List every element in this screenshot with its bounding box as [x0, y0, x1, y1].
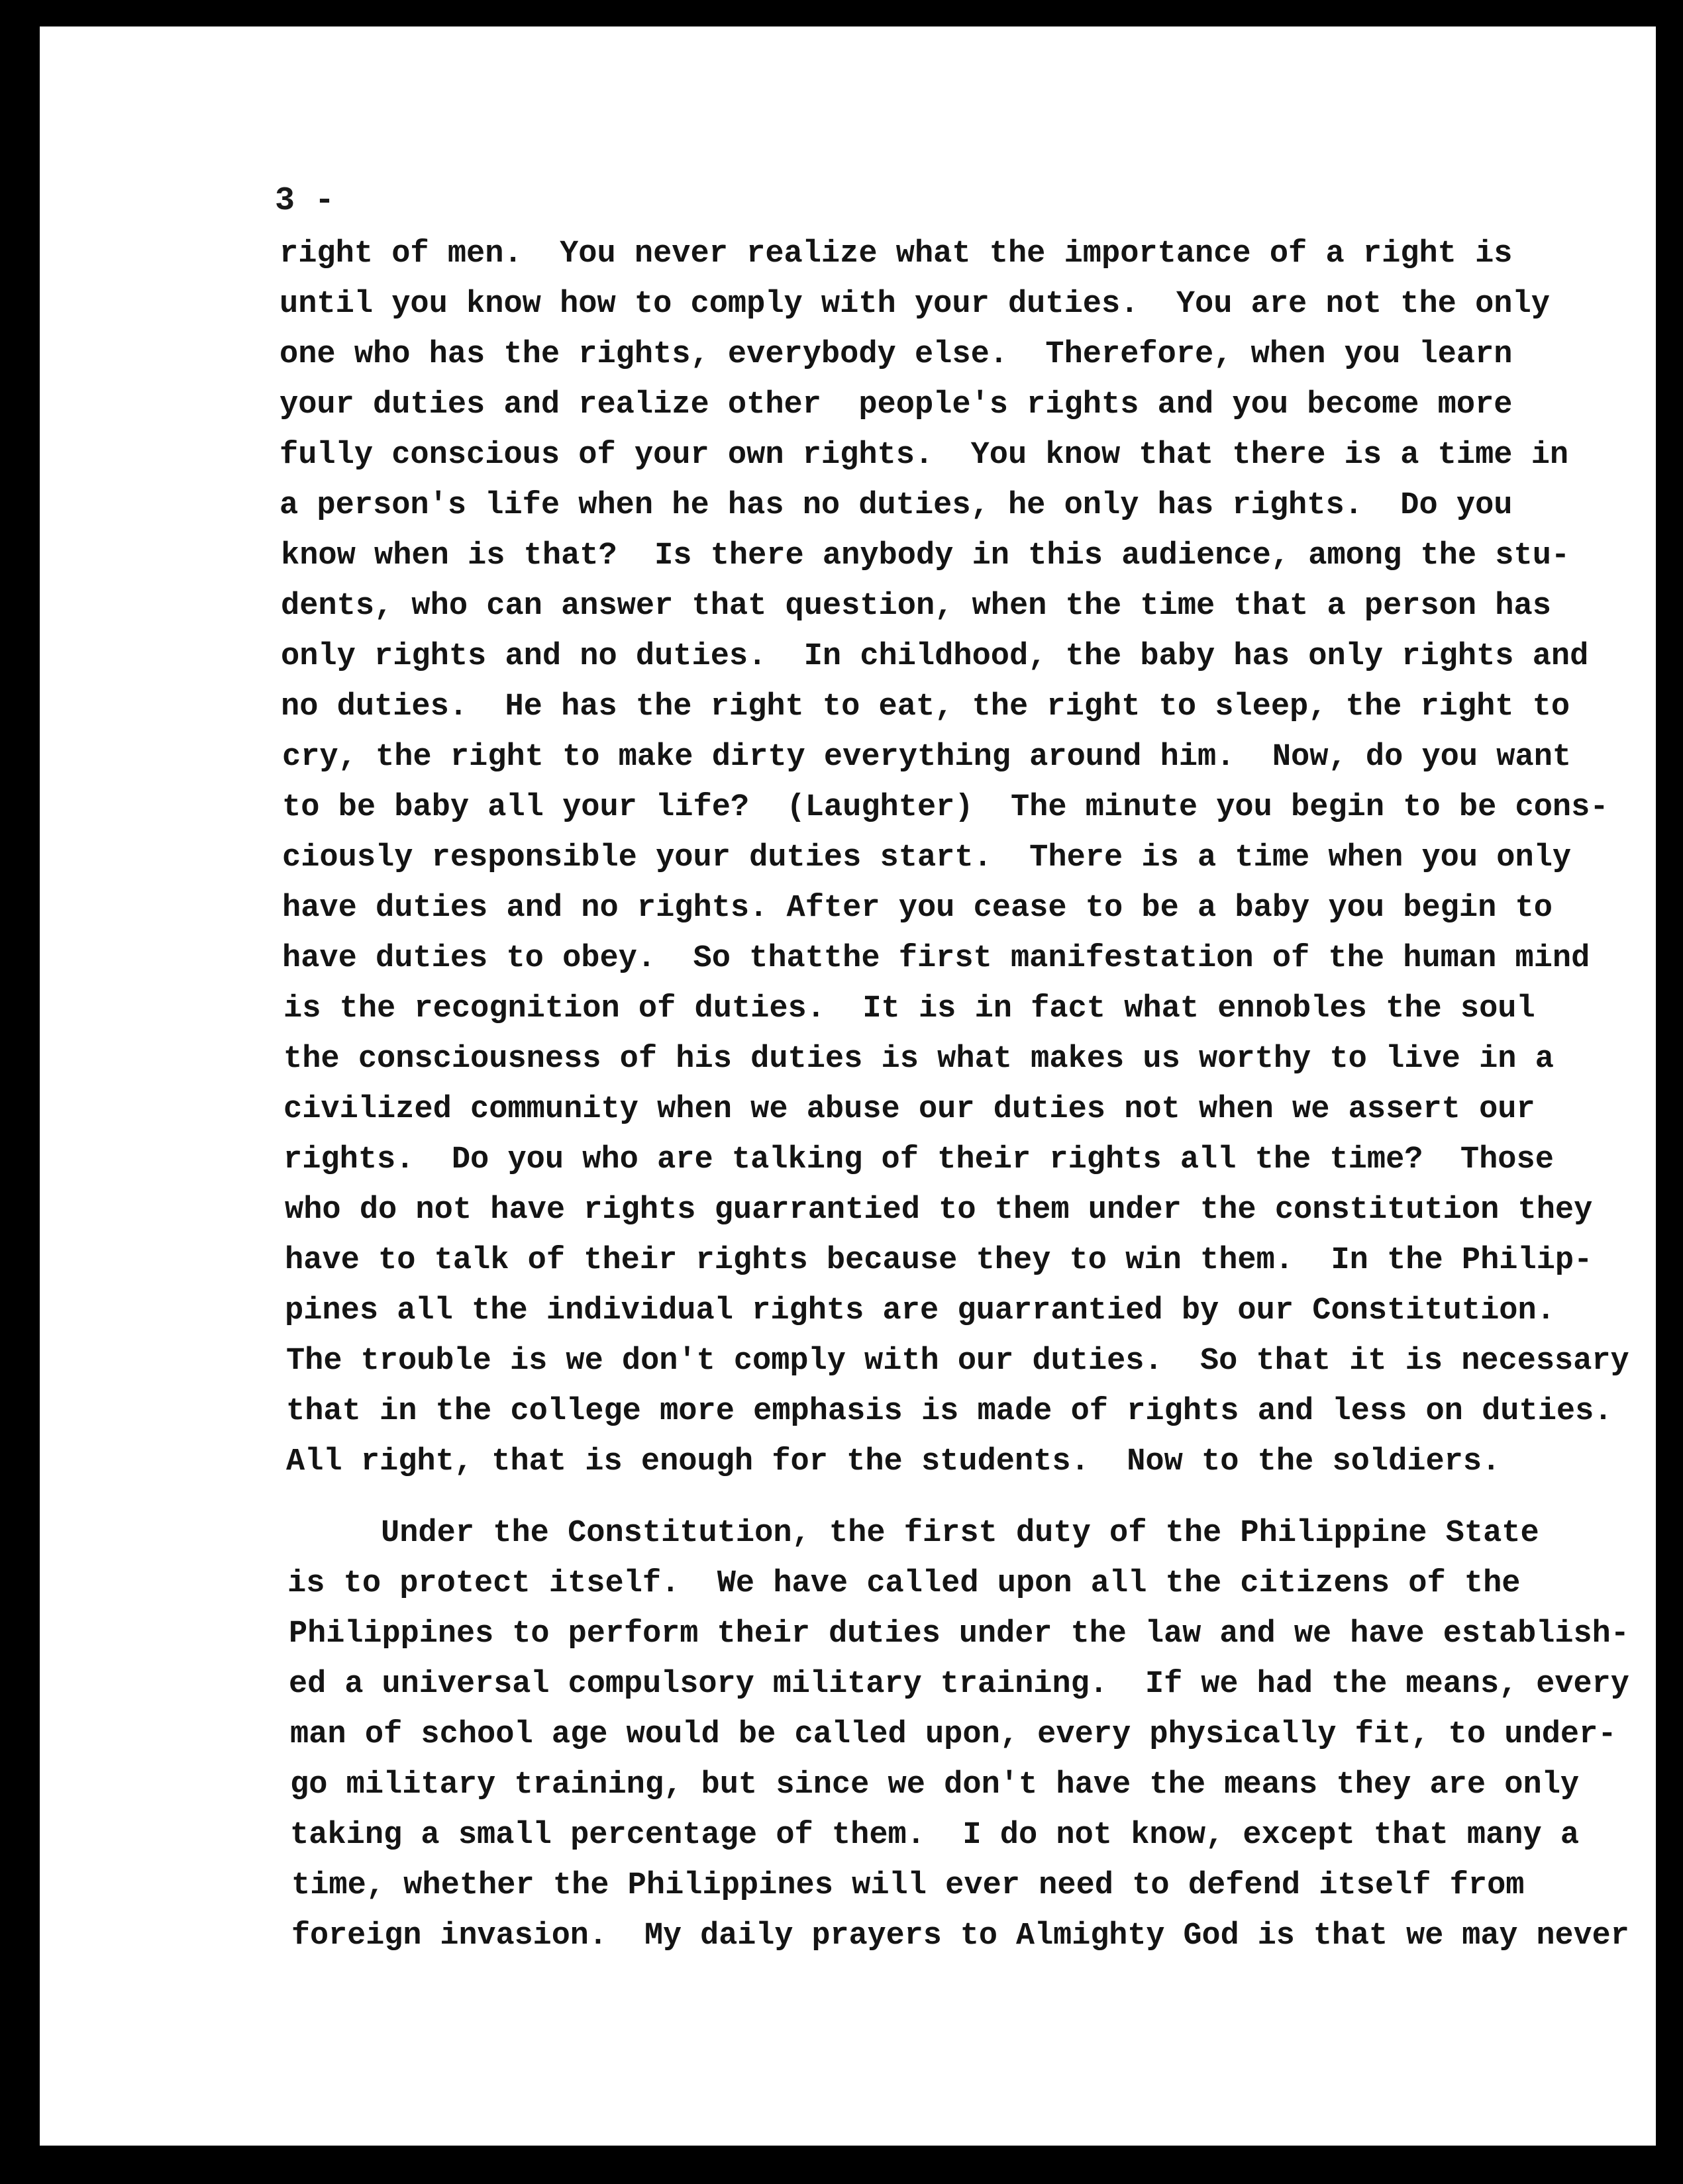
text-line: foreign invasion. My daily prayers to Almighty God is that we may never: [291, 1918, 1629, 1954]
text-line: who do not have rights guarrantied to them under the constitution they: [285, 1193, 1593, 1228]
text-line: have to talk of their rights because they to win them. In the Philip-: [285, 1243, 1593, 1278]
text-line: fully conscious of your own rights. You know that there is a time in: [280, 438, 1569, 473]
text-line: is to protect itself. We have called upon all the citizens of the: [287, 1566, 1521, 1601]
text-line: a person's life when he has no duties, he only has rights. Do you: [280, 488, 1513, 523]
text-line: to be baby all your life? (Laughter) The minute you begin to be cons-: [282, 790, 1609, 825]
text-line: have duties to obey. So thatthe first manifestation of the human mind: [282, 941, 1590, 976]
page-number: 3 -: [275, 182, 335, 220]
text-line: man of school age would be called upon, every physically fit, to under-: [290, 1717, 1617, 1752]
text-line: right of men. You never realize what the importance of a right is: [280, 236, 1513, 272]
text-line: the consciousness of his duties is what makes us worthy to live in a: [283, 1042, 1554, 1077]
text-line: until you know how to comply with your duties. You are not the only: [280, 287, 1550, 322]
text-line: Philippines to perform their duties under the law and we have establish-: [289, 1616, 1629, 1652]
text-line: Under the Constitution, the first duty of the Philippine State: [287, 1516, 1539, 1551]
text-line: dents, who can answer that question, when the time that a person has: [281, 589, 1551, 624]
text-line: one who has the rights, everybody else. Therefore, when you learn: [280, 337, 1513, 372]
text-line: know when is that? Is there anybody in this audience, among the stu-: [281, 538, 1570, 573]
text-line: is the recognition of duties. It is in fact what ennobles the soul: [283, 991, 1535, 1026]
text-line: that in the college more emphasis is made of rights and less on duties.: [286, 1394, 1613, 1429]
text-line: All right, that is enough for the students. Now to the soldiers.: [286, 1444, 1501, 1479]
document-page: [40, 26, 1656, 2146]
text-line: civilized community when we abuse our duties not when we assert our: [283, 1092, 1535, 1127]
text-line: no duties. He has the right to eat, the right to sleep, the right to: [281, 689, 1570, 724]
text-line: go military training, but since we don't have the means they are only: [290, 1767, 1580, 1803]
text-line: ciously responsible your duties start. There is a time when you only: [282, 840, 1572, 875]
text-line: ed a universal compulsory military training. If we had the means, every: [289, 1667, 1629, 1702]
text-line: rights. Do you who are talking of their rights all the time? Those: [283, 1142, 1554, 1177]
text-line: cry, the right to make dirty everything around him. Now, do you want: [282, 740, 1572, 775]
text-line: have duties and no rights. After you cease to be a baby you begin to: [282, 891, 1553, 926]
text-line: only rights and no duties. In childhood, the baby has only rights and: [281, 639, 1589, 674]
text-line: pines all the individual rights are guarrantied by our Constitution.: [285, 1293, 1555, 1328]
text-line: your duties and realize other people's rights and you become more: [280, 387, 1513, 422]
text-line: The trouble is we don't comply with our duties. So that it is necessary: [286, 1344, 1629, 1379]
text-line: taking a small percentage of them. I do not know, except that many a: [290, 1818, 1580, 1853]
text-line: time, whether the Philippines will ever need to defend itself from: [291, 1868, 1525, 1903]
